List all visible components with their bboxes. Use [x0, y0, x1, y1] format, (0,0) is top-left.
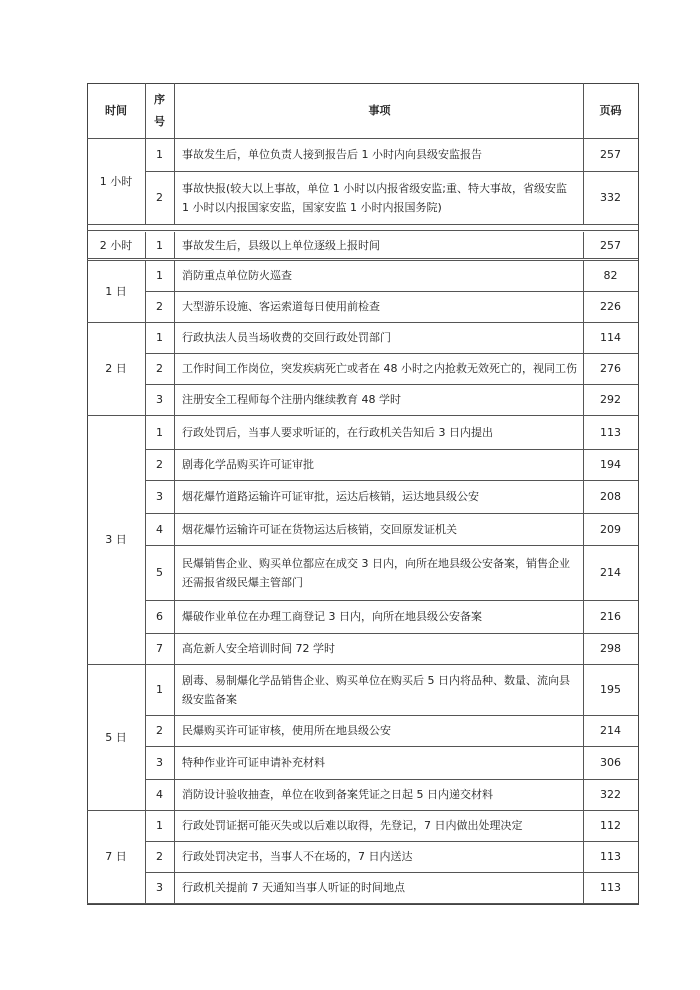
row-item-text: 事故发生后，县级以上单位逐级上报时间 [182, 238, 380, 252]
row-seq-text: 1 [156, 683, 163, 696]
row-seq [145, 415, 174, 449]
row-seq-text: 7 [156, 642, 163, 655]
row-seq-text: 1 [156, 148, 163, 161]
row-item-text: 事故快报(较大以上事故，单位 1 小时以内报省级安监;重、特大事故，省级安监 1 小时以内报国家安监，国家安监 1 小时内报国务院) [182, 181, 567, 214]
row-divider [87, 903, 638, 904]
time-cell [87, 232, 145, 258]
row-seq [145, 291, 174, 322]
time-cell-text: 2 日 [105, 362, 127, 375]
row-item-text: 爆破作业单位在办理工商登记 3 日内，向所在地县级公安备案 [182, 610, 482, 623]
time-cell-text: 2 小时 [99, 238, 133, 252]
row-page [583, 746, 638, 779]
row-page [583, 779, 638, 810]
row-page [583, 513, 638, 545]
row-item [174, 291, 583, 322]
row-item-text: 行政处罚决定书，当事人不在场的，7 日内送达 [182, 850, 413, 863]
row-seq [145, 664, 174, 715]
row-item [174, 384, 583, 415]
row-page-text: 113 [600, 850, 621, 863]
row-page-text: 306 [600, 756, 621, 769]
row-page [583, 664, 638, 715]
row-seq-text: 1 [156, 238, 163, 252]
row-item [174, 715, 583, 746]
row-seq-text: 3 [156, 490, 163, 503]
row-page-text: 82 [603, 269, 618, 282]
row-seq [145, 872, 174, 903]
row-page [583, 841, 638, 872]
row-item [174, 260, 583, 291]
time-cell-text: 1 日 [105, 284, 127, 298]
row-item [174, 664, 583, 715]
row-seq [145, 449, 174, 480]
row-page-text: 298 [600, 642, 621, 655]
row-page [583, 545, 638, 600]
row-seq [145, 322, 174, 353]
row-seq [145, 384, 174, 415]
row-seq [145, 715, 174, 746]
row-seq-text: 2 [156, 724, 163, 737]
row-item-text: 特种作业许可证申请补充材料 [182, 756, 325, 769]
row-page-text: 195 [600, 683, 621, 696]
row-item-text: 烟花爆竹运输许可证在货物运达后核销，交回原发证机关 [182, 522, 457, 536]
row-item [174, 513, 583, 545]
row-seq-text: 2 [156, 362, 163, 375]
row-page [583, 633, 638, 664]
row-page-text: 332 [600, 191, 621, 204]
column-divider [145, 83, 146, 138]
row-seq-text: 4 [156, 522, 163, 536]
row-seq [145, 480, 174, 513]
row-page [583, 322, 638, 353]
row-seq [145, 171, 174, 224]
row-page-text: 209 [600, 522, 621, 536]
row-item [174, 480, 583, 513]
time-cell [87, 322, 145, 415]
row-item-text: 剧毒、易制爆化学品销售企业、购买单位在购买后 5 日内将品种、数量、流向县级安监备案 [182, 673, 570, 706]
row-divider [87, 224, 638, 225]
row-seq-text: 3 [156, 393, 163, 406]
row-item-text: 工作时间工作岗位，突发疾病死亡或者在 48 小时之内抢救无效死亡的，视同工伤 [182, 362, 577, 375]
time-cell [87, 260, 145, 322]
row-seq [145, 545, 174, 600]
row-item-text: 事故发生后，单位负责人接到报告后 1 小时内向县级安监报告 [182, 148, 482, 161]
row-seq-text: 5 [156, 566, 163, 579]
row-item [174, 322, 583, 353]
time-cell [87, 138, 145, 224]
row-seq [145, 810, 174, 841]
time-cell-text: 3 日 [105, 533, 127, 546]
header-seq-text: 序号 [154, 92, 165, 128]
row-page [583, 353, 638, 384]
header-time [87, 83, 145, 138]
row-divider [87, 260, 638, 261]
row-item-text: 民爆购买许可证审核，使用所在地县级公安 [182, 724, 391, 737]
row-item [174, 746, 583, 779]
row-seq-text: 2 [156, 191, 163, 204]
row-seq-text: 1 [156, 269, 163, 282]
row-page [583, 600, 638, 633]
row-page-text: 322 [600, 788, 621, 801]
row-seq [145, 746, 174, 779]
row-seq-text: 3 [156, 756, 163, 769]
row-page [583, 291, 638, 322]
row-seq-text: 1 [156, 331, 163, 344]
row-item-text: 行政处罚证据可能灭失或以后难以取得，先登记，7 日内做出处理决定 [182, 819, 523, 832]
row-item-text: 高危新人安全培训时间 72 学时 [182, 642, 335, 655]
row-seq-text: 1 [156, 819, 163, 832]
row-page [583, 715, 638, 746]
row-seq-text: 6 [156, 610, 163, 623]
time-cell [87, 810, 145, 903]
row-seq [145, 232, 174, 258]
header-time-text: 时间 [105, 104, 127, 117]
row-seq [145, 633, 174, 664]
row-seq [145, 138, 174, 171]
row-page-text: 113 [600, 425, 621, 439]
row-page-text: 112 [600, 819, 621, 832]
row-seq-text: 1 [156, 425, 163, 439]
row-item-text: 民爆销售企业、购买单位都应在成交 3 日内，向所在地县级公安备案，销售企业还需报省级民爆主管部门 [182, 556, 570, 589]
row-page [583, 232, 638, 258]
row-page [583, 480, 638, 513]
header-page-text: 页码 [599, 104, 622, 117]
row-item [174, 810, 583, 841]
row-item [174, 600, 583, 633]
row-page-text: 216 [600, 610, 621, 623]
row-seq [145, 600, 174, 633]
time-cell-text: 5 日 [105, 730, 127, 744]
row-seq-text: 2 [156, 850, 163, 863]
row-item-text: 行政处罚后，当事人要求听证的，在行政机关告知后 3 日内提出 [182, 425, 493, 439]
header-item [174, 83, 583, 138]
header-page [583, 83, 638, 138]
row-page [583, 171, 638, 224]
row-item [174, 449, 583, 480]
row-item-text: 行政机关提前 7 天通知当事人听证的时间地点 [182, 881, 405, 894]
row-page-text: 194 [600, 458, 621, 471]
row-item [174, 138, 583, 171]
row-seq [145, 841, 174, 872]
row-item-text: 注册安全工程师每个注册内继续教育 48 学时 [182, 393, 401, 406]
row-item [174, 545, 583, 600]
row-page-text: 276 [600, 362, 621, 375]
row-page [583, 449, 638, 480]
row-page-text: 257 [600, 148, 621, 161]
row-item [174, 841, 583, 872]
column-divider [174, 83, 175, 138]
row-seq-text: 2 [156, 300, 163, 313]
row-page [583, 415, 638, 449]
header-item-text: 事项 [368, 104, 391, 117]
row-page-text: 214 [600, 566, 621, 579]
row-item-text: 剧毒化学品购买许可证审批 [182, 458, 314, 471]
time-cell-text: 1 小时 [99, 174, 133, 188]
row-item-text: 烟花爆竹道路运输许可证审批，运达后核销，运达地县级公安 [182, 490, 479, 503]
row-item-text: 大型游乐设施、客运索道每日使用前检查 [182, 300, 380, 313]
row-item [174, 872, 583, 903]
row-page [583, 810, 638, 841]
row-item [174, 353, 583, 384]
row-seq [145, 260, 174, 291]
row-divider [87, 258, 638, 259]
row-page-text: 208 [600, 490, 621, 503]
row-page-text: 113 [600, 881, 621, 894]
row-page [583, 872, 638, 903]
row-item [174, 779, 583, 810]
row-page-text: 114 [600, 331, 621, 344]
time-cell-text: 7 日 [105, 850, 127, 863]
row-page [583, 260, 638, 291]
row-page-text: 257 [600, 238, 621, 252]
row-seq-text: 2 [156, 458, 163, 471]
row-seq [145, 353, 174, 384]
row-item-text: 消防设计验收抽查，单位在收到备案凭证之日起 5 日内递交材料 [182, 788, 493, 801]
row-page [583, 138, 638, 171]
row-item [174, 633, 583, 664]
row-page-text: 292 [600, 393, 621, 406]
row-page-text: 226 [600, 300, 621, 313]
row-divider [87, 230, 638, 231]
row-seq-text: 4 [156, 788, 163, 801]
row-item [174, 415, 583, 449]
column-divider [583, 83, 584, 138]
row-seq-text: 3 [156, 881, 163, 894]
time-cell [87, 415, 145, 664]
row-item-text: 消防重点单位防火巡查 [182, 269, 292, 282]
row-seq [145, 513, 174, 545]
row-item [174, 232, 583, 258]
time-cell [87, 664, 145, 810]
row-seq [145, 779, 174, 810]
row-page [583, 384, 638, 415]
row-page-text: 214 [600, 724, 621, 737]
row-item-text: 行政执法人员当场收费的交回行政处罚部门 [182, 331, 391, 344]
row-item [174, 171, 583, 224]
header-seq [145, 83, 174, 138]
